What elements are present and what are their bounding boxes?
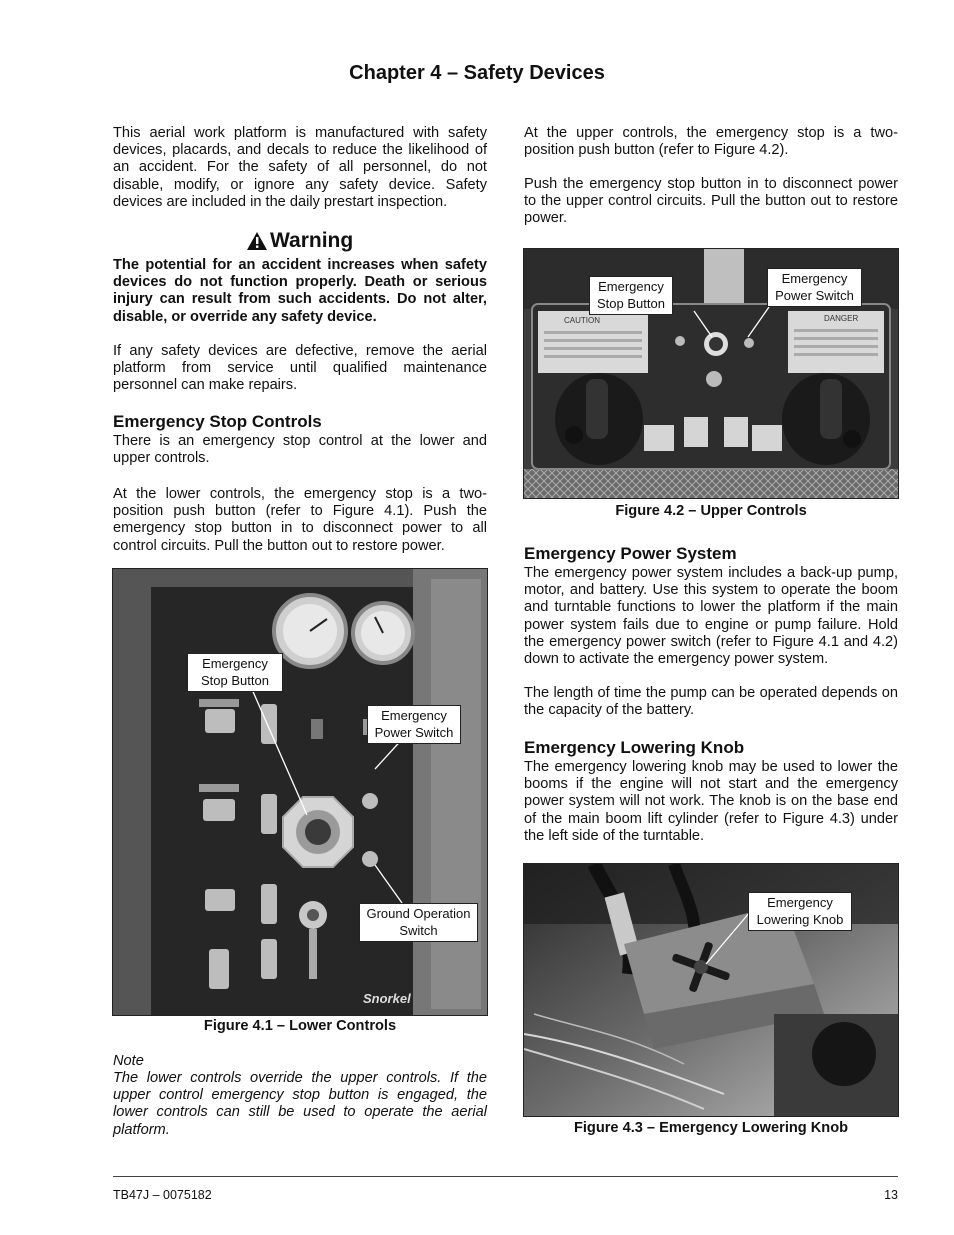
note-label: Note xyxy=(113,1053,144,1069)
figure-4-2-caption: Figure 4.2 – Upper Controls xyxy=(615,503,807,519)
eps-paragraph-1: The emergency power system includes a back-up pump, motor, and battery. Use this system to operate the boom and turntable functions to lower the platform if the main power system fails due to engine or pump failure. Hold the emergency power switch (refer to Figure 4.1 and 4.2) down to activate the emergency power system. xyxy=(524,565,898,668)
brand-logo: Snorkel xyxy=(363,991,411,1006)
eps-paragraph-2: The length of time the pump can be operated depends on the capacity of the battery. xyxy=(524,685,898,719)
callout-ground-operation-switch: Ground Operation Switch xyxy=(359,903,478,942)
elk-paragraph: The emergency lowering knob may be used to lower the booms if the engine will not start and the emergency power system will not work. The knob is on the base end of the main boom lift cylinder (refer to Figure 4.3) under the left side of the turntable. xyxy=(524,759,898,844)
footer-doc-number: TB47J – 0075182 xyxy=(113,1188,212,1202)
callout-emergency-lowering-knob: Emergency Lowering Knob xyxy=(748,892,852,931)
elk-heading: Emergency Lowering Knob xyxy=(524,738,745,757)
figure-upper-controls xyxy=(523,248,899,499)
warning-title: Warning xyxy=(270,229,354,252)
eps-heading: Emergency Power System xyxy=(524,544,737,563)
caution-placard-text: CAUTION xyxy=(564,316,600,325)
defective-paragraph: If any safety devices are defective, remove the aerial platform from service until qualified maintenance personnel can make repairs. xyxy=(113,343,487,394)
estop-paragraph-1: There is an emergency stop control at the lower and upper controls. xyxy=(113,433,487,467)
footer-rule xyxy=(113,1176,898,1177)
chapter-title: Chapter 4 – Safety Devices xyxy=(349,62,605,84)
figure-emergency-lowering-knob xyxy=(523,863,899,1117)
estop-paragraph-2: At the lower controls, the emergency stop is a two-position push button (refer to Figure 4.1). Push the emergency stop button in to disconnect power to all control circuits. Pull the button out to restore power. xyxy=(113,486,487,554)
figure-lower-controls xyxy=(112,568,488,1016)
warning-heading xyxy=(246,229,353,253)
estop-heading: Emergency Stop Controls xyxy=(113,412,322,431)
page-number: 13 xyxy=(884,1188,898,1202)
note-text: The lower controls override the upper controls. If the upper control emergency stop button is engaged, the lower controls can still be used to operate the aerial platform. xyxy=(113,1070,487,1138)
figure-4-3-caption: Figure 4.3 – Emergency Lowering Knob xyxy=(573,1120,849,1136)
callout-estop-button: Emergency Stop Button xyxy=(187,653,283,692)
upper-paragraph-2: Push the emergency stop button in to disconnect power to the upper control circuits. Pull the button out to restore power. xyxy=(524,176,898,227)
figure-4-1-caption: Figure 4.1 – Lower Controls xyxy=(203,1018,397,1034)
callout-upper-emergency-power-switch: Emergency Power Switch xyxy=(767,268,862,307)
callout-emergency-power-switch: Emergency Power Switch xyxy=(367,705,461,744)
callout-upper-estop-button: Emergency Stop Button xyxy=(589,276,673,315)
lower-controls-photo xyxy=(113,569,487,1015)
warning-text: The potential for an accident increases when safety devices do not function properly. Death or serious injury can result from such accidents. Do not alter, disable, or override any safety device. xyxy=(113,257,487,325)
danger-placard-text: DANGER xyxy=(824,314,859,323)
upper-paragraph-1: At the upper controls, the emergency stop is a two-position push button (refer to Figure 4.2). xyxy=(524,125,898,159)
intro-paragraph: This aerial work platform is manufactured with safety devices, placards, and decals to reduce the likelihood of an accident. For the safety of all personnel, do not disable, modify, or ignore any safety device. Safety devices are included in the daily prestart inspection. xyxy=(113,125,487,210)
warning-triangle-icon xyxy=(246,231,268,251)
